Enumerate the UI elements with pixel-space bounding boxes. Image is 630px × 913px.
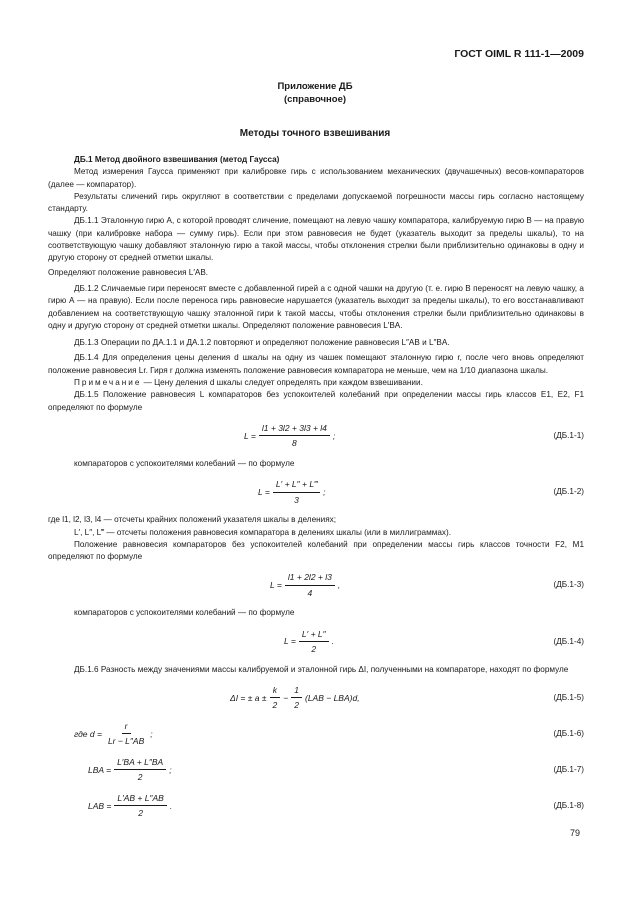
annex-title: Приложение ДБ xyxy=(277,81,353,92)
eq-lhs: ΔI = ± a ± xyxy=(230,692,267,703)
eq-tail: ; xyxy=(169,764,172,775)
eq-numerator: L′AB + L″AB xyxy=(114,792,166,806)
eq-tail: ; xyxy=(150,728,153,739)
eq-tail: . xyxy=(169,800,173,811)
eq-numerator: l1 + 2l2 + l3 xyxy=(285,571,335,585)
eq-denominator: 2 xyxy=(311,644,317,655)
eq-lhs: L = xyxy=(258,486,270,497)
eq-numerator: 1 xyxy=(291,684,302,698)
eq-lhs: L = xyxy=(244,430,256,441)
eq-fraction xyxy=(273,478,320,506)
eq-fraction xyxy=(105,720,147,748)
eq-fraction xyxy=(114,792,166,820)
paragraph: компараторов с успокоителями колебаний — по формуле xyxy=(74,608,295,618)
eq-tail: ; xyxy=(332,430,336,441)
eq-denominator: 4 xyxy=(307,587,313,598)
note xyxy=(48,377,584,389)
eq-tail: ; xyxy=(323,486,326,497)
eq-number: (ДБ.1-6) xyxy=(553,729,584,739)
eq-denominator: 3 xyxy=(294,494,299,505)
eq-tail: , xyxy=(337,580,341,591)
eq-numerator: L′ + L″ + L‴ xyxy=(273,478,320,492)
equation-1 xyxy=(48,422,584,450)
paragraph: ДБ.1.1 Эталонную гирю А, с которой проводят сличение, помещают на левую чашку компаратора, калибруемую гирю В — на правую чашку (при калибровке набора — сумму гирь). Если при этом равновесия не будет (указатель выходит за пределы шкалы), то на соответствующую чашку добавляют эталонную гирю a такой массы, чтобы отклонения стрелки были приблизительно одинаковы в одну и другую сторону от средней отметки шкалы. xyxy=(48,216,584,263)
eq-numerator: L′BA + L″BA xyxy=(114,756,166,770)
equation-7 xyxy=(48,756,584,784)
note-text: — Цену деления d шкалы следует определять при каждом взвешивании. xyxy=(141,378,423,388)
equation-4 xyxy=(48,628,584,656)
annex-subtitle: (справочное) xyxy=(283,94,347,105)
eq-fraction xyxy=(270,684,281,712)
note-label: Примечание xyxy=(74,378,142,388)
paragraph: ДБ.1.6 Разность между значениями массы калибруемой и эталонной гирь ΔI, полученными на компараторе, находят по формуле xyxy=(74,664,569,674)
paragraph: ДБ.1.3 Операции по ДА.1.1 и ДА.1.2 повторяют и определяют положение равновесия L″AB и L″BA. xyxy=(74,338,450,348)
eq-number: (ДБ.1-2) xyxy=(553,487,584,497)
eq-numerator: r xyxy=(122,720,131,734)
eq-fraction xyxy=(114,756,166,784)
subsection-heading: ДБ.1 Метод двойного взвешивания (метод Гаусса) xyxy=(74,155,280,164)
eq-denominator: 8 xyxy=(292,438,297,449)
eq-fraction xyxy=(259,422,330,450)
eq-denominator: 2 xyxy=(137,772,143,783)
equation-5 xyxy=(48,684,584,712)
annex-heading xyxy=(0,80,630,106)
eq-number: (ДБ.1-7) xyxy=(553,765,584,775)
paragraph: ДБ.1.5 Положение равновесия L компараторов без успокоителей колебаний при определении массы гирь классов E1, E2, F1 определяют по формуле xyxy=(48,390,584,412)
paragraph: L′, L″, L‴ — отсчеты положения равновесия компаратора в делениях шкалы (или в миллиграммах). xyxy=(74,527,451,537)
eq-tail: . xyxy=(331,636,335,647)
paragraph: ДБ.1.2 Сличаемые гири переносят вместе с добавленной гирей a с одной чашки на другую (т. е. гирю В переносят на левую чашку, а гирю А — на правую). Если после переноса гирь равновесие нарушается (указатель выходит за пределы шкалы), то его восстанавливают добавлением на соответствующую чашку эталонной гири k такой массы, чтобы отклонения стрелки были приблизительно одинаковы в одну и другую сторону от средней отметки шкалы. Определяют положение равновесия L′BA. xyxy=(48,283,584,330)
equation-3 xyxy=(48,571,584,599)
eq-number: (ДБ.1-1) xyxy=(553,430,584,440)
section-title: Методы точного взвешивания xyxy=(239,128,391,139)
eq-denominator: 2 xyxy=(294,700,299,711)
eq-numerator: k xyxy=(270,684,280,698)
equation-2 xyxy=(48,478,584,506)
paragraph: компараторов с успокоителями колебаний — по формуле xyxy=(74,458,295,468)
eq-lhs: где d = xyxy=(74,728,102,739)
eq-fraction xyxy=(291,684,302,712)
eq-denominator: 2 xyxy=(138,808,143,819)
eq-denominator: 2 xyxy=(272,700,278,711)
eq-number: (ДБ.1-8) xyxy=(553,801,584,811)
eq-numerator: l1 + 3l2 + 3l3 + l4 xyxy=(259,422,330,436)
eq-operator: − xyxy=(283,692,289,703)
eq-lhs: LAB = xyxy=(88,800,112,811)
eq-fraction xyxy=(299,628,329,656)
eq-lhs: LBA = xyxy=(88,764,112,775)
paragraph: где l1, l2, l3, l4 — отсчеты крайних положений указателя шкалы в делениях; xyxy=(48,515,337,525)
equation-6 xyxy=(48,720,584,748)
page-number: 79 xyxy=(569,828,580,838)
eq-number: (ДБ.1-3) xyxy=(553,580,584,590)
paragraph: Результаты сличений гирь округляют в соответствии с пределами допускаемой погрешности массы гирь согласно настоящему стандарту. xyxy=(48,191,584,214)
eq-tail: (LAB − LBA)d, xyxy=(304,692,360,703)
paragraph: Определяют положение равновесия L′AB. xyxy=(48,267,209,277)
eq-number: (ДБ.1-4) xyxy=(553,636,584,646)
paragraph: Метод измерения Гаусса применяют при калибровке гирь с использованием механических (двучашечных) весов-компараторов (далее — компаратор). xyxy=(48,167,584,189)
eq-fraction xyxy=(285,571,335,599)
eq-lhs: L = xyxy=(270,580,282,591)
standard-code: ГОСТ OIML R 111-1—2009 xyxy=(454,48,584,60)
eq-numerator: L′ + L″ xyxy=(299,628,329,642)
eq-number: (ДБ.1-5) xyxy=(553,693,584,703)
eq-lhs: L = xyxy=(284,636,296,647)
eq-denominator: Lr − L″AB xyxy=(107,736,145,747)
equation-8 xyxy=(48,792,584,820)
paragraph: ДБ.1.4 Для определения цены деления d шкалы на одну из чашек помещают эталонную гирю r, после чего вновь определяют положение равновесия Lr. Гиря r должна изменять положение равновесия компаратора не меньше, чем на 1/10 диапазона шкалы. xyxy=(48,353,584,375)
document-body xyxy=(48,154,584,828)
paragraph: Положение равновесия компараторов без успокоителей колебаний при определении массы гирь классов точности F2, M1 определяют по формуле xyxy=(48,539,584,562)
